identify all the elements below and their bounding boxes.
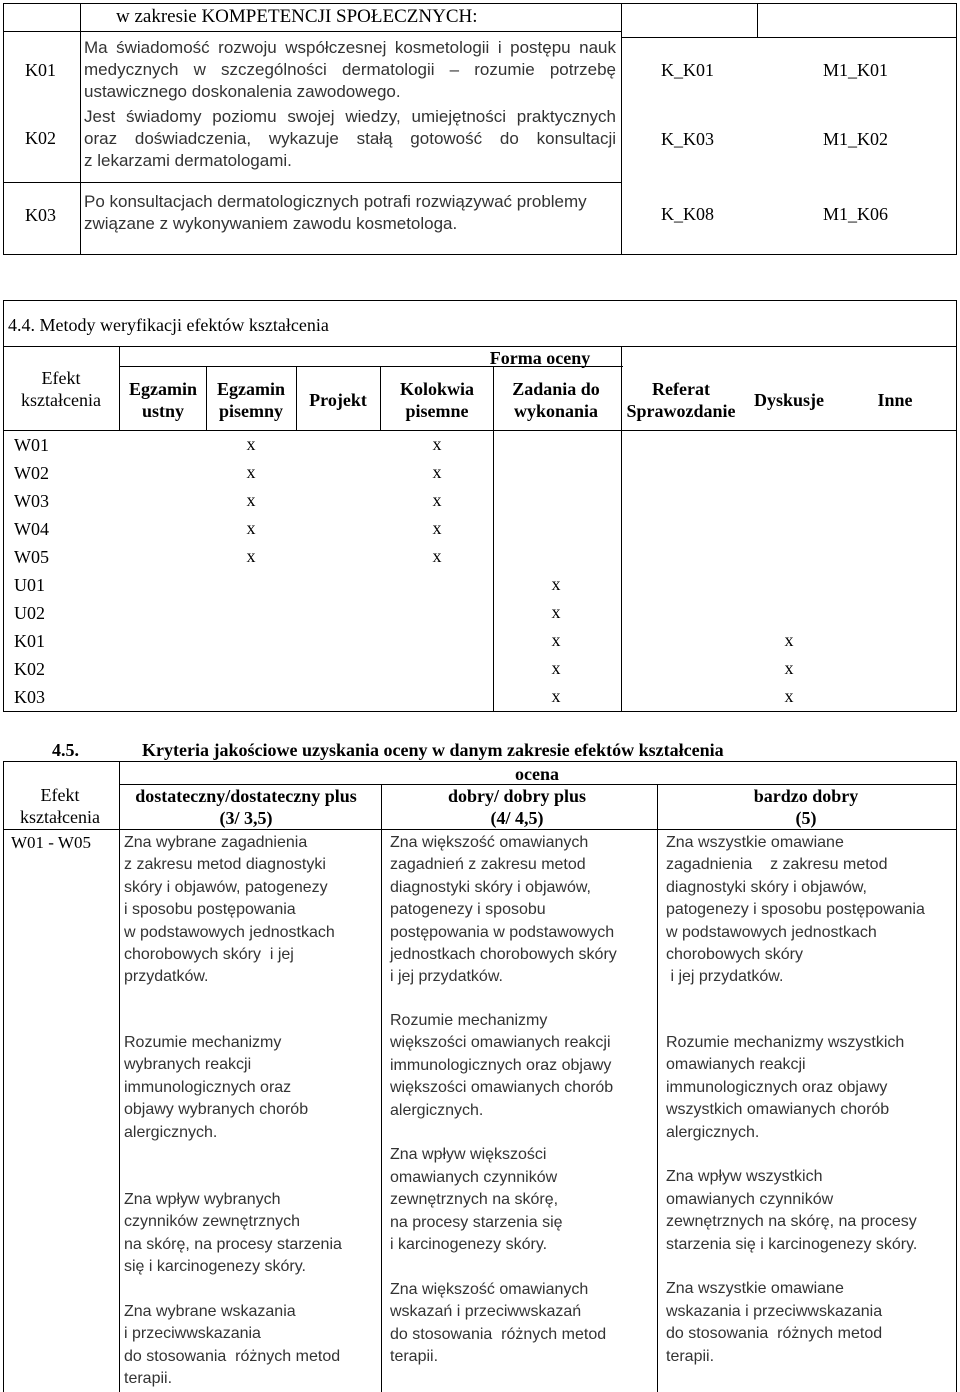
verification-mark: x (784, 658, 794, 678)
verification-mark: x (432, 546, 442, 566)
effect-code: K03 (25, 205, 56, 225)
verification-mark: x (551, 658, 561, 678)
effect-code: U01 (14, 575, 45, 595)
effect-description: Ma świadomość rozwoju współczesnej kosmetologii i postępu nauk medycznych w szczególności dermatologii – rozumie potrzebę ustawicznego doskonalenia zawodowego. (84, 38, 616, 101)
effect-description: Jest świadomy poziomu swojej wiedzy, umiejętności praktycznych oraz doświadczenia, wykazuje stałą gotowość do konsultacji z lekarzami dermatologami. (84, 107, 616, 170)
forma-oceny-label: Forma oceny (489, 348, 591, 368)
col-header-discussion: Dyskusje (753, 390, 825, 410)
module-effect-ref: M1_K02 (823, 129, 889, 149)
verification-mark: x (246, 518, 256, 538)
grade-criteria-text: Rozumie mechanizmy wybranych reakcji immunologicznych oraz objawy wybranych chorób alergicznych. Zna wpływ wybranych czynników zewnętrznych na skórę, na procesy starzenia się i karcinogenezy skóry. Zna wybrane wskazania i przeciwwskazania do stosowania różnych metod terapii. (124, 1034, 342, 1388)
verification-mark: x (432, 518, 442, 538)
effect-code: K02 (25, 128, 56, 148)
verification-mark: x (784, 630, 794, 650)
effect-code: K01 (25, 60, 56, 80)
verification-mark: x (246, 462, 256, 482)
effect-code: W01 (14, 435, 49, 455)
effect-range: W01 - W05 (11, 833, 91, 852)
col-header-tasks: Zadania do wykonania (512, 379, 600, 421)
direction-effect-ref: K_K03 (661, 129, 714, 149)
col-header-project: Projekt (309, 390, 367, 410)
grade-header-4: dobry/ dobry plus (4/ 4,5) (447, 786, 587, 828)
effect-code: W03 (14, 491, 49, 511)
col-header-report: Referat Sprawozdanie (626, 379, 736, 421)
verification-mark: x (246, 490, 256, 510)
effect-code: W04 (14, 519, 49, 539)
verification-mark: x (551, 602, 561, 622)
col-header-written-exam: Egzamin pisemny (216, 379, 286, 421)
competences-header: w zakresie KOMPETENCJI SPOŁECZNYCH: (116, 6, 478, 27)
effect-code: W05 (14, 547, 49, 567)
effect-code: W02 (14, 463, 49, 483)
grade-header-3: dostateczny/dostateczny plus (3/ 3,5) (135, 786, 357, 828)
grade-criteria-text: Zna wszystkie omawiane zagadnienia z zakresu metod diagnostyki skóry i objawów, patogenezy i sposobu postępowania w podstawowych jednostkach chorobowych skóry i jej przydatków. (666, 834, 925, 986)
effect-code: K03 (14, 687, 45, 707)
section-title: Kryteria jakościowe uzyskania oceny w danym zakresie efektów kształcenia (142, 740, 724, 760)
col-header-oral-exam: Egzamin ustny (128, 379, 198, 421)
direction-effect-ref: K_K01 (661, 60, 714, 80)
col-header-other: Inne (877, 390, 913, 410)
col-header-effect: Efekt kształcenia (21, 368, 101, 410)
section-number: 4.5. (52, 740, 79, 760)
col-header-colloquia: Kolokwia pisemne (399, 379, 475, 421)
grade-criteria-text: Zna większość omawianych zagadnień z zakresu metod diagnostyki skóry i objawów, patogenezy i sposobu postępowania w podstawowych jednostkach chorobowych skóry i jej przydatków. (390, 834, 617, 986)
verification-mark: x (551, 686, 561, 706)
section-title: 4.4. Metody weryfikacji efektów kształcenia (8, 315, 329, 335)
grade-header-5: bardzo dobry (5) (753, 786, 859, 828)
verification-mark: x (551, 630, 561, 650)
module-effect-ref: M1_K01 (823, 60, 889, 80)
module-effect-ref: M1_K06 (823, 204, 889, 224)
verification-mark: x (784, 686, 794, 706)
verification-mark: x (246, 546, 256, 566)
ocena-label: ocena (515, 764, 559, 784)
verification-mark: x (246, 434, 256, 454)
effect-code: K01 (14, 631, 45, 651)
verification-mark: x (432, 462, 442, 482)
verification-mark: x (551, 574, 561, 594)
effect-code: K02 (14, 659, 45, 679)
grade-criteria-text: Rozumie mechanizmy wszystkich omawianych reakcji immunologicznych oraz objawy wszystkich omawianych chorób alergicznych. Zna wpływ wszystkich omawianych czynników zewnętrznych na skórę, na procesy starzenia się i karcinogenezy skóry. Zna wszystkie omawiane wskazania i przeciwwskazania do stosowania różnych metod terapii. (666, 1034, 918, 1365)
verification-mark: x (432, 490, 442, 510)
effect-code: U02 (14, 603, 45, 623)
direction-effect-ref: K_K08 (661, 204, 714, 224)
grade-criteria-text: Rozumie mechanizmy większości omawianych reakcji immunologicznych oraz objawy większości omawianych chorób alergicznych. Zna wpływ większości omawianych czynników zewnętrznych na skórę, na procesy starzenia się i karcinogenezy skóry. Zna większość omawianych wskazań i przeciwwskazań do stosowania różnych metod terapii. (390, 1012, 614, 1366)
verification-mark: x (432, 434, 442, 454)
grade-criteria-text: Zna wybrane zagadnienia z zakresu metod diagnostyki skóry i objawów, patogenezy i sposobu postępowania w podstawowych jednostkach chorobowych skóry i jej przydatków. (124, 834, 335, 986)
effect-description: Po konsultacjach dermatologicznych potrafi rozwiązywać problemy związane z wykonywaniem zawodu kosmetologa. (84, 192, 587, 233)
col-header-effect: Efekt kształcenia (20, 785, 100, 827)
